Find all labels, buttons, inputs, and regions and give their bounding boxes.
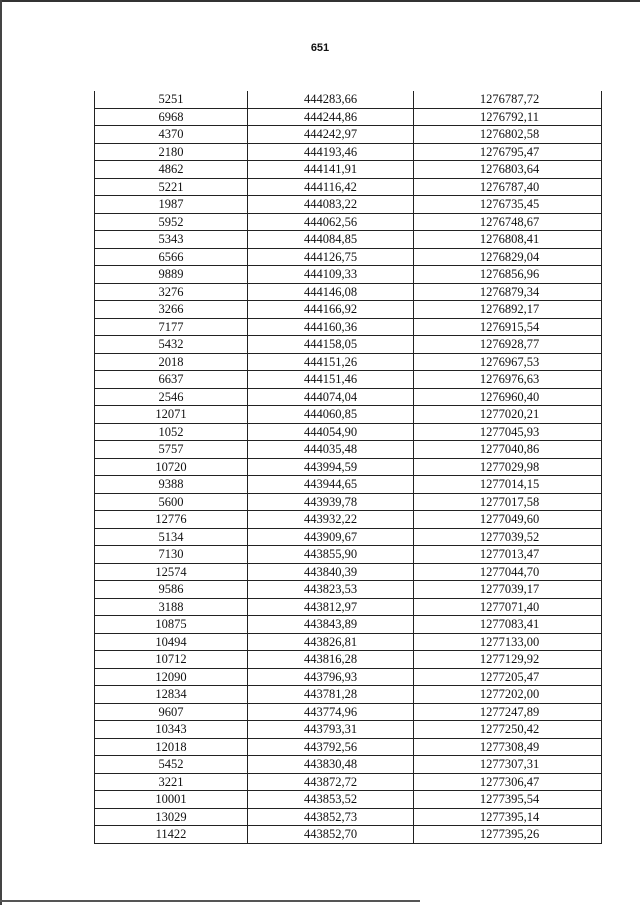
point-number-cell: 12071 [95, 406, 248, 424]
point-number-cell: 3276 [95, 283, 248, 301]
table-row [95, 756, 602, 774]
table-row [95, 406, 602, 424]
y-coordinate-cell: 1277014,15 [414, 476, 602, 494]
y-coordinate-cell: 1276892,17 [414, 301, 602, 319]
table-row [95, 773, 602, 791]
x-coordinate-cell: 444084,85 [248, 231, 414, 249]
x-coordinate-cell: 444109,33 [248, 266, 414, 284]
y-coordinate-cell: 1277250,42 [414, 721, 602, 739]
table-row [95, 283, 602, 301]
y-coordinate-cell: 1277044,70 [414, 563, 602, 581]
y-coordinate-cell: 1277205,47 [414, 668, 602, 686]
table-row [95, 213, 602, 231]
x-coordinate-cell: 443823,53 [248, 581, 414, 599]
x-coordinate-cell: 444074,04 [248, 388, 414, 406]
x-coordinate-cell: 444244,86 [248, 108, 414, 126]
x-coordinate-cell: 444146,08 [248, 283, 414, 301]
y-coordinate-cell: 1277049,60 [414, 511, 602, 529]
table-row [95, 161, 602, 179]
point-number-cell: 12834 [95, 686, 248, 704]
y-coordinate-cell: 1277039,17 [414, 581, 602, 599]
table-row [95, 143, 602, 161]
y-coordinate-cell: 1276748,67 [414, 213, 602, 231]
point-number-cell: 1052 [95, 423, 248, 441]
point-number-cell: 12090 [95, 668, 248, 686]
table-row [95, 546, 602, 564]
y-coordinate-cell: 1277029,98 [414, 458, 602, 476]
y-coordinate-cell: 1276803,64 [414, 161, 602, 179]
point-number-cell: 2018 [95, 353, 248, 371]
point-number-cell: 12018 [95, 738, 248, 756]
left-border-line [0, 0, 2, 905]
y-coordinate-cell: 1277129,92 [414, 651, 602, 669]
x-coordinate-cell: 443781,28 [248, 686, 414, 704]
coordinates-table [94, 91, 602, 844]
table-row [95, 826, 602, 844]
x-coordinate-cell: 443852,73 [248, 808, 414, 826]
point-number-cell: 5952 [95, 213, 248, 231]
point-number-cell: 3221 [95, 773, 248, 791]
point-number-cell: 6968 [95, 108, 248, 126]
table-row [95, 563, 602, 581]
x-coordinate-cell: 444060,85 [248, 406, 414, 424]
table-row [95, 108, 602, 126]
point-number-cell: 9586 [95, 581, 248, 599]
table-row [95, 581, 602, 599]
y-coordinate-cell: 1276792,11 [414, 108, 602, 126]
x-coordinate-cell: 443793,31 [248, 721, 414, 739]
point-number-cell: 9388 [95, 476, 248, 494]
table-row [95, 808, 602, 826]
y-coordinate-cell: 1277308,49 [414, 738, 602, 756]
y-coordinate-cell: 1277395,26 [414, 826, 602, 844]
x-coordinate-cell: 443944,65 [248, 476, 414, 494]
table-row [95, 738, 602, 756]
top-border-line [0, 0, 640, 2]
table-row [95, 791, 602, 809]
point-number-cell: 10712 [95, 651, 248, 669]
x-coordinate-cell: 443843,89 [248, 616, 414, 634]
x-coordinate-cell: 443816,28 [248, 651, 414, 669]
x-coordinate-cell: 444083,22 [248, 196, 414, 214]
table-row [95, 528, 602, 546]
table-row [95, 458, 602, 476]
point-number-cell: 6637 [95, 371, 248, 389]
y-coordinate-cell: 1277013,47 [414, 546, 602, 564]
table-body [95, 91, 602, 843]
y-coordinate-cell: 1277133,00 [414, 633, 602, 651]
point-number-cell: 4862 [95, 161, 248, 179]
x-coordinate-cell: 444166,92 [248, 301, 414, 319]
table-row [95, 633, 602, 651]
point-number-cell: 3266 [95, 301, 248, 319]
y-coordinate-cell: 1277202,00 [414, 686, 602, 704]
x-coordinate-cell: 443774,96 [248, 703, 414, 721]
y-coordinate-cell: 1277395,14 [414, 808, 602, 826]
x-coordinate-cell: 444242,97 [248, 126, 414, 144]
y-coordinate-cell: 1277020,21 [414, 406, 602, 424]
point-number-cell: 9889 [95, 266, 248, 284]
point-number-cell: 10494 [95, 633, 248, 651]
x-coordinate-cell: 444283,66 [248, 91, 414, 108]
table-row [95, 441, 602, 459]
y-coordinate-cell: 1276795,47 [414, 143, 602, 161]
point-number-cell: 9607 [95, 703, 248, 721]
x-coordinate-cell: 443872,72 [248, 773, 414, 791]
table-row [95, 721, 602, 739]
x-coordinate-cell: 443855,90 [248, 546, 414, 564]
point-number-cell: 12776 [95, 511, 248, 529]
point-number-cell: 2546 [95, 388, 248, 406]
x-coordinate-cell: 443830,48 [248, 756, 414, 774]
table-row [95, 196, 602, 214]
table-row [95, 686, 602, 704]
point-number-cell: 10875 [95, 616, 248, 634]
table-row [95, 371, 602, 389]
x-coordinate-cell: 444193,46 [248, 143, 414, 161]
x-coordinate-cell: 443812,97 [248, 598, 414, 616]
table-row [95, 91, 602, 108]
point-number-cell: 4370 [95, 126, 248, 144]
point-number-cell: 12574 [95, 563, 248, 581]
table-row [95, 353, 602, 371]
point-number-cell: 3188 [95, 598, 248, 616]
point-number-cell: 5343 [95, 231, 248, 249]
y-coordinate-cell: 1277395,54 [414, 791, 602, 809]
x-coordinate-cell: 444116,42 [248, 178, 414, 196]
x-coordinate-cell: 443994,59 [248, 458, 414, 476]
point-number-cell: 5134 [95, 528, 248, 546]
point-number-cell: 5452 [95, 756, 248, 774]
x-coordinate-cell: 443826,81 [248, 633, 414, 651]
point-number-cell: 5600 [95, 493, 248, 511]
table-row [95, 336, 602, 354]
y-coordinate-cell: 1277083,41 [414, 616, 602, 634]
y-coordinate-cell: 1277045,93 [414, 423, 602, 441]
y-coordinate-cell: 1277247,89 [414, 703, 602, 721]
y-coordinate-cell: 1277307,31 [414, 756, 602, 774]
x-coordinate-cell: 443852,70 [248, 826, 414, 844]
y-coordinate-cell: 1276735,45 [414, 196, 602, 214]
point-number-cell: 1987 [95, 196, 248, 214]
table-row [95, 301, 602, 319]
y-coordinate-cell: 1276829,04 [414, 248, 602, 266]
y-coordinate-cell: 1276915,54 [414, 318, 602, 336]
point-number-cell: 6566 [95, 248, 248, 266]
point-number-cell: 5221 [95, 178, 248, 196]
y-coordinate-cell: 1277017,58 [414, 493, 602, 511]
x-coordinate-cell: 444151,26 [248, 353, 414, 371]
x-coordinate-cell: 444151,46 [248, 371, 414, 389]
x-coordinate-cell: 443909,67 [248, 528, 414, 546]
table-row [95, 231, 602, 249]
y-coordinate-cell: 1276787,40 [414, 178, 602, 196]
x-coordinate-cell: 444054,90 [248, 423, 414, 441]
table-row [95, 511, 602, 529]
table-row [95, 126, 602, 144]
point-number-cell: 13029 [95, 808, 248, 826]
point-number-cell: 11422 [95, 826, 248, 844]
point-number-cell: 7130 [95, 546, 248, 564]
x-coordinate-cell: 444062,56 [248, 213, 414, 231]
x-coordinate-cell: 444126,75 [248, 248, 414, 266]
y-coordinate-cell: 1277040,86 [414, 441, 602, 459]
y-coordinate-cell: 1276879,34 [414, 283, 602, 301]
table-row [95, 598, 602, 616]
x-coordinate-cell: 444035,48 [248, 441, 414, 459]
point-number-cell: 10001 [95, 791, 248, 809]
page-number: 651 [310, 42, 330, 54]
y-coordinate-cell: 1277071,40 [414, 598, 602, 616]
y-coordinate-cell: 1276856,96 [414, 266, 602, 284]
table-row [95, 651, 602, 669]
y-coordinate-cell: 1277039,52 [414, 528, 602, 546]
table-row [95, 388, 602, 406]
x-coordinate-cell: 444160,36 [248, 318, 414, 336]
point-number-cell: 5432 [95, 336, 248, 354]
y-coordinate-cell: 1276802,58 [414, 126, 602, 144]
table-row [95, 318, 602, 336]
point-number-cell: 2180 [95, 143, 248, 161]
x-coordinate-cell: 444158,05 [248, 336, 414, 354]
table-row [95, 668, 602, 686]
x-coordinate-cell: 443796,93 [248, 668, 414, 686]
y-coordinate-cell: 1276976,63 [414, 371, 602, 389]
x-coordinate-cell: 443853,52 [248, 791, 414, 809]
point-number-cell: 10720 [95, 458, 248, 476]
table-row [95, 178, 602, 196]
x-coordinate-cell: 443792,56 [248, 738, 414, 756]
y-coordinate-cell: 1277306,47 [414, 773, 602, 791]
table-row [95, 476, 602, 494]
bottom-border-line [0, 900, 420, 902]
x-coordinate-cell: 443932,22 [248, 511, 414, 529]
y-coordinate-cell: 1276967,53 [414, 353, 602, 371]
table-row [95, 423, 602, 441]
table-row [95, 616, 602, 634]
y-coordinate-cell: 1276928,77 [414, 336, 602, 354]
y-coordinate-cell: 1276960,40 [414, 388, 602, 406]
table-row [95, 266, 602, 284]
coordinates-table-container [94, 91, 596, 844]
y-coordinate-cell: 1276787,72 [414, 91, 602, 108]
x-coordinate-cell: 444141,91 [248, 161, 414, 179]
point-number-cell: 5757 [95, 441, 248, 459]
point-number-cell: 10343 [95, 721, 248, 739]
point-number-cell: 5251 [95, 91, 248, 108]
table-row [95, 248, 602, 266]
x-coordinate-cell: 443939,78 [248, 493, 414, 511]
table-row [95, 493, 602, 511]
table-row [95, 703, 602, 721]
x-coordinate-cell: 443840,39 [248, 563, 414, 581]
y-coordinate-cell: 1276808,41 [414, 231, 602, 249]
point-number-cell: 7177 [95, 318, 248, 336]
